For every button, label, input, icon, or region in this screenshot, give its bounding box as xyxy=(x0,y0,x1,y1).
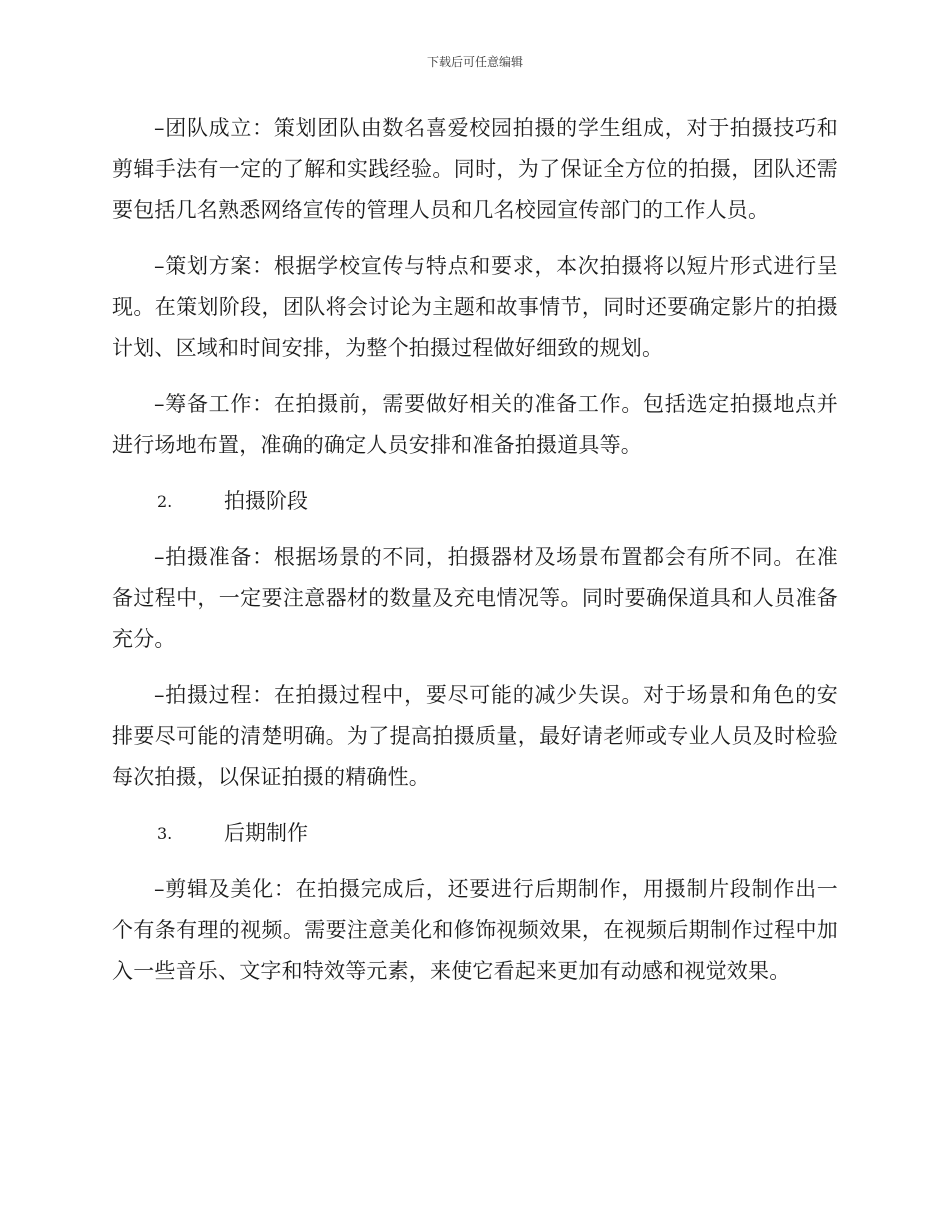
section-title: 拍摄阶段 xyxy=(224,489,308,513)
paragraph-shooting-preparation: –拍摄准备：根据场景的不同，拍摄器材及场景布置都会有所不同。在准备过程中，一定要注意器材的数量及充电情况等。同时要确保道具和人员准备充分。 xyxy=(112,545,838,651)
section-title: 后期制作 xyxy=(224,821,308,845)
section-number: 3. xyxy=(157,824,173,843)
paragraph-planning-scheme: –策划方案：根据学校宣传与特点和要求，本次拍摄将以短片形式进行呈现。在策划阶段，团队将会讨论为主题和故事情节，同时还要确定影片的拍摄计划、区域和时间安排，为整个拍摄过程做好细致的规划。 xyxy=(112,254,838,360)
paragraph-shooting-process: –拍摄过程：在拍摄过程中，要尽可能的减少失误。对于场景和角色的安排要尽可能的清楚明确。为了提高拍摄质量，最好请老师或专业人员及时检验每次拍摄，以保证拍摄的精确性。 xyxy=(112,683,838,789)
paragraph-preparation-work: –筹备工作：在拍摄前，需要做好相关的准备工作。包括选定拍摄地点并进行场地布置，准确的确定人员安排和准备拍摄道具等。 xyxy=(112,392,838,457)
page-header: 下载后可任意编辑 xyxy=(426,55,523,69)
paragraph-editing-beautification: –剪辑及美化：在拍摄完成后，还要进行后期制作，用摄制片段制作出一个有条有理的视频。需要注意美化和修饰视频效果，在视频后期制作过程中加入一些音乐、文字和特效等元素，来使它看起来更加有动感和视觉效果。 xyxy=(112,877,838,983)
document-body xyxy=(112,108,838,1007)
section-heading-shooting-stage xyxy=(112,481,838,522)
paragraph-team-formation: –团队成立：策划团队由数名喜爱校园拍摄的学生组成，对于拍摄技巧和剪辑手法有一定的了解和实践经验。同时，为了保证全方位的拍摄，团队还需要包括几名熟悉网络宣传的管理人员和几名校园宣传部门的工作人员。 xyxy=(112,116,838,222)
section-number: 2. xyxy=(157,492,173,511)
section-heading-post-production xyxy=(112,813,838,854)
